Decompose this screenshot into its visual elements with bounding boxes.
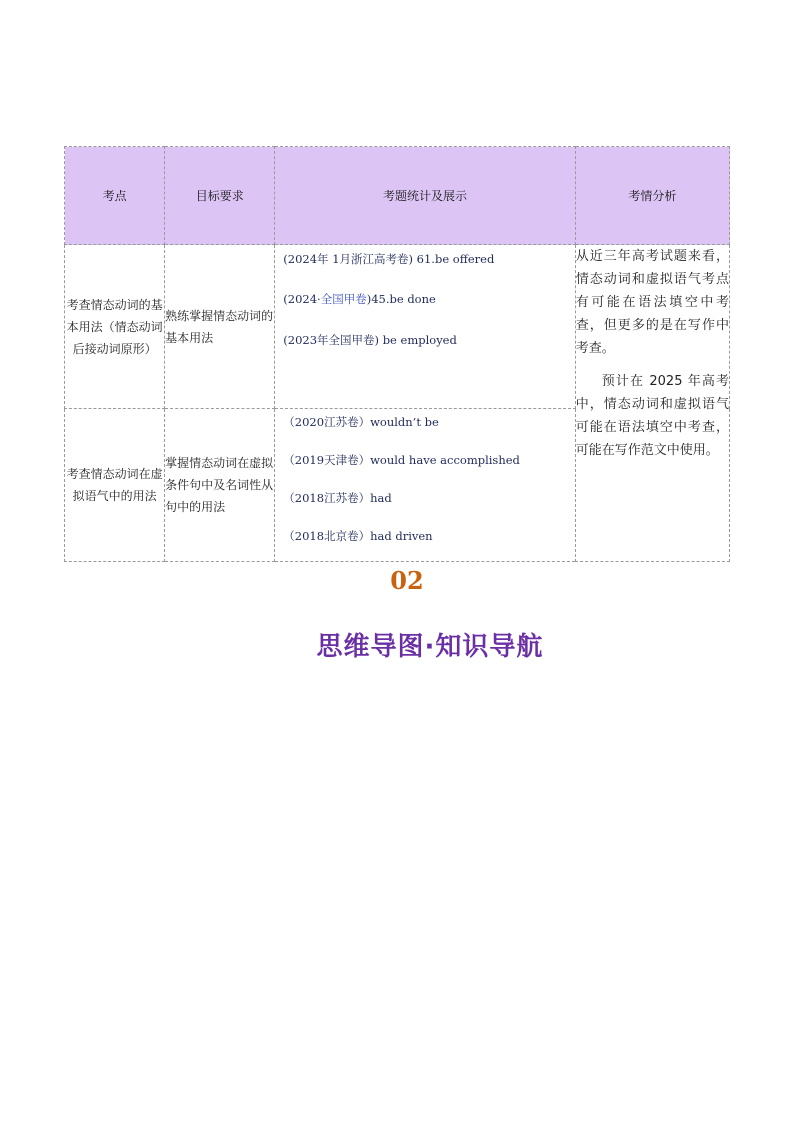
stat-line: (2023年全国甲卷) be employed — [283, 333, 457, 347]
cell-point: 考查情态动词在虚拟语气中的用法 — [65, 409, 165, 562]
table-header-row — [65, 147, 730, 245]
header-analysis: 考情分析 — [575, 147, 729, 245]
cell-analysis — [575, 245, 729, 562]
stat-line: (2024·全国甲卷)45.be done — [283, 292, 436, 306]
cell-stats — [275, 409, 575, 562]
header-point: 考点 — [65, 147, 165, 245]
section-number: 02 — [390, 566, 424, 595]
header-goal: 目标要求 — [165, 147, 275, 245]
cell-stats — [275, 245, 575, 409]
stat-line: （2018北京卷）had driven — [283, 529, 433, 543]
cell-point: 考查情态动词的基本用法（情态动词后接动词原形） — [65, 245, 165, 409]
table-row — [65, 245, 730, 409]
stat-line: （2019天津卷）would have accomplished — [283, 453, 520, 467]
cell-goal: 掌握情态动词在虚拟条件句中及名词性从句中的用法 — [165, 409, 275, 562]
analysis-paragraph: 从近三年高考试题来看，情态动词和虚拟语气考点有可能在语法填空中考查，但更多的是在写作中考查。 — [575, 249, 729, 356]
section-title: 思维导图·知识导航 — [316, 632, 544, 662]
analysis-paragraph: 预计在 2025 年高考中，情态动词和虚拟语气可能在语法填空中考查，可能在写作范文中使用。 — [575, 374, 729, 458]
cell-goal: 熟练掌握情态动词的基本用法 — [165, 245, 275, 409]
stat-line: （2018江苏卷）had — [283, 491, 392, 505]
exam-analysis-table — [64, 146, 730, 562]
header-stats: 考题统计及展示 — [275, 147, 575, 245]
stat-line: （2020江苏卷）wouldn’t be — [283, 415, 439, 429]
stat-line: (2024年 1月浙江高考卷) 61.be offered — [283, 252, 495, 266]
